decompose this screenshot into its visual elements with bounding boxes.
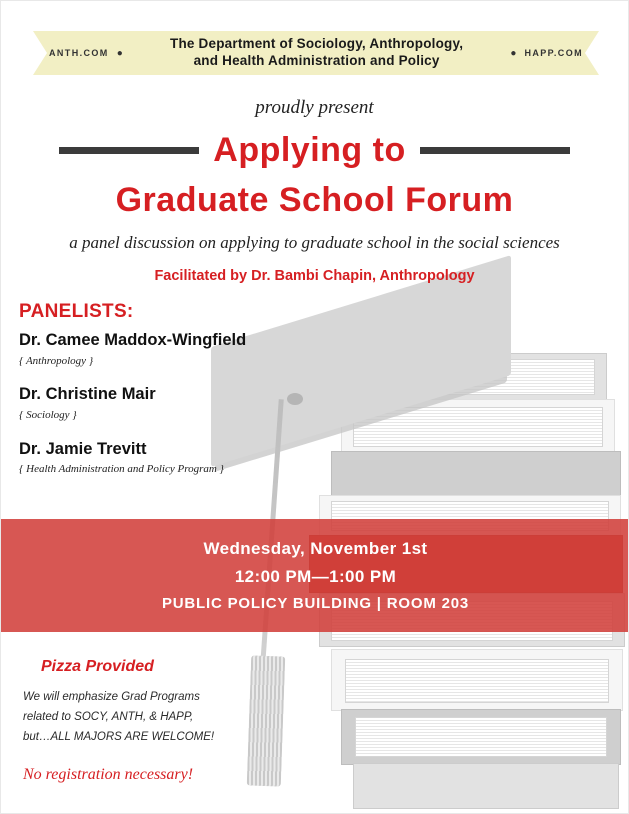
banner-right-label: HAPP.COM [524,48,583,58]
panelist-department: { Health Administration and Policy Program } [19,463,224,476]
page-title-line1: Applying to [213,131,406,169]
book-pages [345,659,609,703]
program-note-line3: but…ALL MAJORS ARE WELCOME! [23,731,215,744]
department-banner [33,31,599,75]
book-stack-item [353,763,619,809]
program-note [23,687,353,747]
event-date: Wednesday, November 1st [203,539,428,558]
no-registration-text: No registration necessary! [23,766,194,783]
program-note-line2: related to SOCY, ANTH, & HAPP, [23,711,194,724]
panelist-department: { Anthropology } [19,354,94,367]
event-details-text [1,519,629,632]
bullet-dot-icon: ● [510,47,517,59]
banner-title-line2: and Health Administration and Policy [193,53,440,68]
page-title-line2: Graduate School Forum [115,181,514,219]
facilitator-text: Facilitated by Dr. Bambi Chapin, Anthropology [154,268,475,284]
title-rule-right [420,147,570,154]
title-line1-row [1,131,628,170]
event-time: 12:00 PM—1:00 PM [234,567,397,586]
pizza-provided-text: Pizza Provided [41,658,154,675]
list-item [19,437,349,479]
banner-title [131,36,503,70]
proudly-present-text: proudly present [255,97,374,118]
event-location: PUBLIC POLICY BUILDING | ROOM 203 [161,595,470,612]
panelist-name: Dr. Jamie Trevitt [19,439,147,458]
book-pages [355,717,607,757]
list-item [19,328,349,370]
list-item [19,382,349,424]
title-rule-left [59,147,199,154]
panelists-heading: PANELISTS: [19,301,134,322]
banner-title-line1: The Department of Sociology, Anthropology, [170,36,464,52]
panelists-list [19,328,349,491]
book-stack-item [331,451,621,497]
program-note-line1: We will emphasize Grad Programs [23,691,200,703]
panelist-department: { Sociology } [19,409,77,422]
event-subtitle: a panel discussion on applying to graduate school in the social sciences [69,233,560,252]
banner-left-label: ANTH.COM [49,48,109,58]
panelist-name: Dr. Christine Mair [19,385,156,404]
bullet-dot-icon: ● [116,47,123,59]
panelist-name: Dr. Camee Maddox-Wingfield [19,331,247,349]
